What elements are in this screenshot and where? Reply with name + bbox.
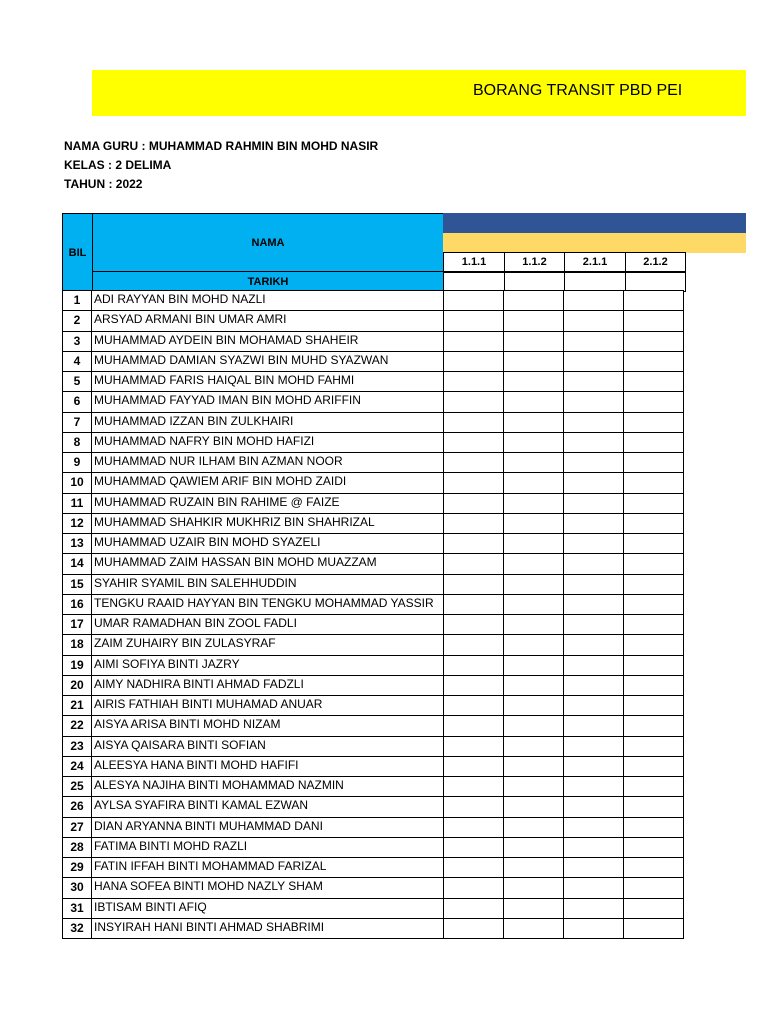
table-row [62, 635, 684, 655]
student-name: MUHAMMAD FAYYAD IMAN BIN MOHD ARIFFIN [91, 391, 444, 412]
score-cell[interactable] [563, 877, 624, 898]
score-cell[interactable] [503, 756, 564, 777]
score-cell[interactable] [503, 715, 564, 736]
score-cell[interactable] [623, 715, 684, 736]
score-cell[interactable] [623, 574, 684, 595]
row-number: 30 [62, 877, 92, 898]
table-row [62, 716, 684, 736]
table-row [62, 899, 684, 919]
score-cell[interactable] [503, 857, 564, 878]
score-cell[interactable] [563, 675, 624, 696]
table-row [62, 818, 684, 838]
row-number: 31 [62, 898, 92, 919]
score-cell[interactable] [503, 594, 564, 615]
score-cell[interactable] [443, 331, 504, 352]
score-cell[interactable] [503, 817, 564, 838]
row-number: 19 [62, 655, 92, 676]
table-row [62, 392, 684, 412]
table-row [62, 433, 684, 453]
row-number: 20 [62, 675, 92, 696]
score-cell[interactable] [563, 412, 624, 433]
score-cell[interactable] [503, 634, 564, 655]
row-number: 13 [62, 533, 92, 554]
score-cell[interactable] [563, 695, 624, 716]
student-name: ZAIM ZUHAIRY BIN ZULASYRAF [91, 634, 444, 655]
row-number: 16 [62, 594, 92, 615]
score-cell[interactable] [443, 817, 504, 838]
score-cell[interactable] [563, 614, 624, 635]
score-cell[interactable] [443, 310, 504, 331]
table-row [62, 352, 684, 372]
score-cell[interactable] [563, 736, 624, 757]
score-cell[interactable] [443, 655, 504, 676]
score-cell[interactable] [623, 675, 684, 696]
score-cell[interactable] [563, 391, 624, 412]
row-number: 28 [62, 837, 92, 858]
score-cell[interactable] [623, 898, 684, 919]
score-cell[interactable] [623, 513, 684, 534]
score-cell[interactable] [443, 695, 504, 716]
year: TAHUN : 2022 [64, 177, 143, 191]
score-cell[interactable] [563, 290, 624, 311]
student-name: MUHAMMAD QAWIEM ARIF BIN MOHD ZAIDI [91, 472, 444, 493]
table-row [62, 797, 684, 817]
row-number: 14 [62, 553, 92, 574]
row-number: 27 [62, 817, 92, 838]
title-banner [92, 70, 746, 116]
score-cell[interactable] [503, 553, 564, 574]
score-cell[interactable] [443, 371, 504, 392]
student-name: MUHAMMAD AYDEIN BIN MOHAMAD SHAHEIR [91, 331, 444, 352]
score-cell[interactable] [563, 837, 624, 858]
table-row [62, 473, 684, 493]
table-row [62, 676, 684, 696]
score-cell[interactable] [503, 837, 564, 858]
table-row [62, 554, 684, 574]
row-number: 1 [62, 290, 92, 311]
row-number: 23 [62, 736, 92, 757]
score-cell[interactable] [503, 918, 564, 939]
score-cell[interactable] [623, 412, 684, 433]
table-row [62, 777, 684, 797]
score-cell[interactable] [503, 776, 564, 797]
table-row [62, 878, 684, 898]
table-row [62, 838, 684, 858]
student-name: AIRIS FATHIAH BINTI MUHAMAD ANUAR [91, 695, 444, 716]
student-name: MUHAMMAD NUR ILHAM BIN AZMAN NOOR [91, 452, 444, 473]
score-cell[interactable] [623, 533, 684, 554]
score-cell[interactable] [503, 351, 564, 372]
teacher-name: NAMA GURU : MUHAMMAD RAHMIN BIN MOHD NASIR [64, 139, 379, 153]
score-cell[interactable] [503, 290, 564, 311]
student-name: ARSYAD ARMANI BIN UMAR AMRI [91, 310, 444, 331]
score-cell[interactable] [563, 715, 624, 736]
score-cell[interactable] [503, 898, 564, 919]
score-cell[interactable] [623, 594, 684, 615]
score-cell[interactable] [443, 918, 504, 939]
student-name: AYLSA SYAFIRA BINTI KAMAL EZWAN [91, 796, 444, 817]
score-cell[interactable] [623, 553, 684, 574]
score-cell[interactable] [623, 331, 684, 352]
student-name: MUHAMMAD UZAIR BIN MOHD SYAZELI [91, 533, 444, 554]
col-header-2: 1.1.2 [504, 252, 565, 272]
row-number: 6 [62, 391, 92, 412]
col-header-4: 2.1.2 [625, 252, 686, 272]
score-cell[interactable] [623, 857, 684, 878]
student-name: AISYA ARISA BINTI MOHD NIZAM [91, 715, 444, 736]
score-cell[interactable] [503, 391, 564, 412]
score-cell[interactable] [563, 594, 624, 615]
score-cell[interactable] [443, 776, 504, 797]
score-cell[interactable] [503, 310, 564, 331]
row-number: 12 [62, 513, 92, 534]
score-cell[interactable] [623, 452, 684, 473]
score-cell[interactable] [443, 452, 504, 473]
score-cell[interactable] [443, 898, 504, 919]
score-cell[interactable] [563, 533, 624, 554]
score-cell[interactable] [623, 290, 684, 311]
score-cell[interactable] [563, 857, 624, 878]
table-row [62, 696, 684, 716]
table-row [62, 858, 684, 878]
score-cell[interactable] [443, 736, 504, 757]
student-name: AIMY NADHIRA BINTI AHMAD FADZLI [91, 675, 444, 696]
header-strip-yellow [443, 233, 746, 253]
score-cell[interactable] [503, 614, 564, 635]
score-cell[interactable] [503, 412, 564, 433]
row-number: 10 [62, 472, 92, 493]
score-cell[interactable] [443, 553, 504, 574]
student-name: IBTISAM BINTI AFIQ [91, 898, 444, 919]
row-number: 4 [62, 351, 92, 372]
score-cell[interactable] [563, 371, 624, 392]
row-number: 7 [62, 412, 92, 433]
row-number: 3 [62, 331, 92, 352]
tarikh-cell-3[interactable] [564, 272, 626, 292]
score-cell[interactable] [623, 493, 684, 514]
score-cell[interactable] [443, 675, 504, 696]
score-cell[interactable] [563, 432, 624, 453]
student-name: ALEESYA HANA BINTI MOHD HAFIFI [91, 756, 444, 777]
class-name: KELAS : 2 DELIMA [64, 158, 172, 172]
bil-header: BIL [62, 213, 93, 292]
score-cell[interactable] [503, 371, 564, 392]
score-cell[interactable] [443, 756, 504, 777]
score-cell[interactable] [443, 472, 504, 493]
table-row [62, 514, 684, 534]
tarikh-cell-4[interactable] [625, 272, 686, 292]
score-cell[interactable] [563, 776, 624, 797]
score-cell[interactable] [503, 472, 564, 493]
score-cell[interactable] [623, 877, 684, 898]
table-row [62, 615, 684, 635]
score-cell[interactable] [563, 898, 624, 919]
student-name: MUHAMMAD SHAHKIR MUKHRIZ BIN SHAHRIZAL [91, 513, 444, 534]
score-cell[interactable] [443, 412, 504, 433]
score-cell[interactable] [563, 553, 624, 574]
row-number: 29 [62, 857, 92, 878]
score-cell[interactable] [443, 877, 504, 898]
score-cell[interactable] [443, 574, 504, 595]
score-cell[interactable] [503, 574, 564, 595]
student-name: MUHAMMAD RUZAIN BIN RAHIME @ FAIZE [91, 493, 444, 514]
score-cell[interactable] [623, 371, 684, 392]
table-row [62, 656, 684, 676]
score-cell[interactable] [563, 351, 624, 372]
score-cell[interactable] [503, 877, 564, 898]
student-name: SYAHIR SYAMIL BIN SALEHHUDDIN [91, 574, 444, 595]
score-cell[interactable] [563, 493, 624, 514]
score-cell[interactable] [443, 351, 504, 372]
row-number: 2 [62, 310, 92, 331]
score-cell[interactable] [443, 715, 504, 736]
table-row [62, 757, 684, 777]
score-cell[interactable] [443, 290, 504, 311]
tarikh-cell-1[interactable] [443, 272, 505, 292]
table-row [62, 534, 684, 554]
row-number: 17 [62, 614, 92, 635]
score-cell[interactable] [623, 391, 684, 412]
student-name: AISYA QAISARA BINTI SOFIAN [91, 736, 444, 757]
score-cell[interactable] [443, 594, 504, 615]
student-name: AIMI SOFIYA BINTI JAZRY [91, 655, 444, 676]
page-title: BORANG TRANSIT PBD PEI [473, 82, 683, 99]
row-number: 15 [62, 574, 92, 595]
col-header-1: 1.1.1 [443, 252, 505, 272]
score-cell[interactable] [563, 817, 624, 838]
student-name: FATIMA BINTI MOHD RAZLI [91, 837, 444, 858]
table-row [62, 919, 684, 939]
student-name: HANA SOFEA BINTI MOHD NAZLY SHAM [91, 877, 444, 898]
score-cell[interactable] [503, 493, 564, 514]
table-row [62, 372, 684, 392]
score-cell[interactable] [623, 837, 684, 858]
score-cell[interactable] [623, 796, 684, 817]
score-cell[interactable] [623, 736, 684, 757]
score-cell[interactable] [443, 614, 504, 635]
row-number: 8 [62, 432, 92, 453]
score-cell[interactable] [623, 655, 684, 676]
score-cell[interactable] [503, 331, 564, 352]
score-cell[interactable] [563, 918, 624, 939]
score-cell[interactable] [503, 796, 564, 817]
student-name: INSYIRAH HANI BINTI AHMAD SHABRIMI [91, 918, 444, 939]
tarikh-cell-2[interactable] [504, 272, 565, 292]
score-cell[interactable] [503, 452, 564, 473]
score-cell[interactable] [563, 513, 624, 534]
score-cell[interactable] [443, 857, 504, 878]
student-name: ALESYA NAJIHA BINTI MOHAMMAD NAZMIN [91, 776, 444, 797]
score-cell[interactable] [623, 695, 684, 716]
score-cell[interactable] [623, 918, 684, 939]
student-name: TENGKU RAAID HAYYAN BIN TENGKU MOHAMMAD YASSIR [91, 594, 444, 615]
student-name: UMAR RAMADHAN BIN ZOOL FADLI [91, 614, 444, 635]
score-cell[interactable] [503, 736, 564, 757]
score-cell[interactable] [563, 655, 624, 676]
table-row [62, 575, 684, 595]
row-number: 18 [62, 634, 92, 655]
score-cell[interactable] [623, 351, 684, 372]
score-cell[interactable] [623, 310, 684, 331]
student-name: ADI RAYYAN BIN MOHD NAZLI [91, 290, 444, 311]
table-row [62, 595, 684, 615]
header-strip-blue [443, 213, 746, 233]
score-cell[interactable] [443, 493, 504, 514]
score-cell[interactable] [623, 756, 684, 777]
score-cell[interactable] [623, 634, 684, 655]
table-row [62, 413, 684, 433]
row-number: 22 [62, 715, 92, 736]
col-header-3: 2.1.1 [564, 252, 626, 272]
score-cell[interactable] [503, 655, 564, 676]
student-name: MUHAMMAD NAFRY BIN MOHD HAFIZI [91, 432, 444, 453]
score-cell[interactable] [443, 837, 504, 858]
score-cell[interactable] [623, 472, 684, 493]
student-name: DIAN ARYANNA BINTI MUHAMMAD DANI [91, 817, 444, 838]
score-cell[interactable] [563, 574, 624, 595]
row-number: 25 [62, 776, 92, 797]
score-cell[interactable] [443, 533, 504, 554]
score-cell[interactable] [623, 776, 684, 797]
score-cell[interactable] [503, 695, 564, 716]
score-cell[interactable] [503, 533, 564, 554]
table-row [62, 737, 684, 757]
table-row [62, 494, 684, 514]
table-row [62, 311, 684, 331]
score-cell[interactable] [563, 756, 624, 777]
row-number: 9 [62, 452, 92, 473]
score-cell[interactable] [563, 310, 624, 331]
score-cell[interactable] [563, 472, 624, 493]
student-table [62, 291, 684, 939]
score-cell[interactable] [563, 796, 624, 817]
score-cell[interactable] [443, 634, 504, 655]
score-cell[interactable] [443, 391, 504, 412]
row-number: 21 [62, 695, 92, 716]
student-name: FATIN IFFAH BINTI MOHAMMAD FARIZAL [91, 857, 444, 878]
score-cell[interactable] [503, 432, 564, 453]
score-cell[interactable] [503, 513, 564, 534]
score-cell[interactable] [623, 817, 684, 838]
student-name: MUHAMMAD ZAIM HASSAN BIN MOHD MUAZZAM [91, 553, 444, 574]
row-number: 32 [62, 918, 92, 939]
student-name: MUHAMMAD DAMIAN SYAZWI BIN MUHD SYAZWAN [91, 351, 444, 372]
score-cell[interactable] [503, 675, 564, 696]
row-number: 11 [62, 493, 92, 514]
score-cell[interactable] [623, 432, 684, 453]
student-name: MUHAMMAD FARIS HAIQAL BIN MOHD FAHMI [91, 371, 444, 392]
score-cell[interactable] [623, 614, 684, 635]
row-number: 24 [62, 756, 92, 777]
row-number: 5 [62, 371, 92, 392]
tarikh-header: TARIKH [92, 271, 444, 292]
score-cell[interactable] [563, 634, 624, 655]
table-row [62, 332, 684, 352]
score-cell[interactable] [563, 452, 624, 473]
nama-header: NAMA [92, 213, 444, 272]
score-cell[interactable] [443, 432, 504, 453]
score-cell[interactable] [443, 796, 504, 817]
table-row [62, 291, 684, 311]
score-cell[interactable] [563, 331, 624, 352]
table-row [62, 453, 684, 473]
student-name: MUHAMMAD IZZAN BIN ZULKHAIRI [91, 412, 444, 433]
row-number: 26 [62, 796, 92, 817]
score-cell[interactable] [443, 513, 504, 534]
